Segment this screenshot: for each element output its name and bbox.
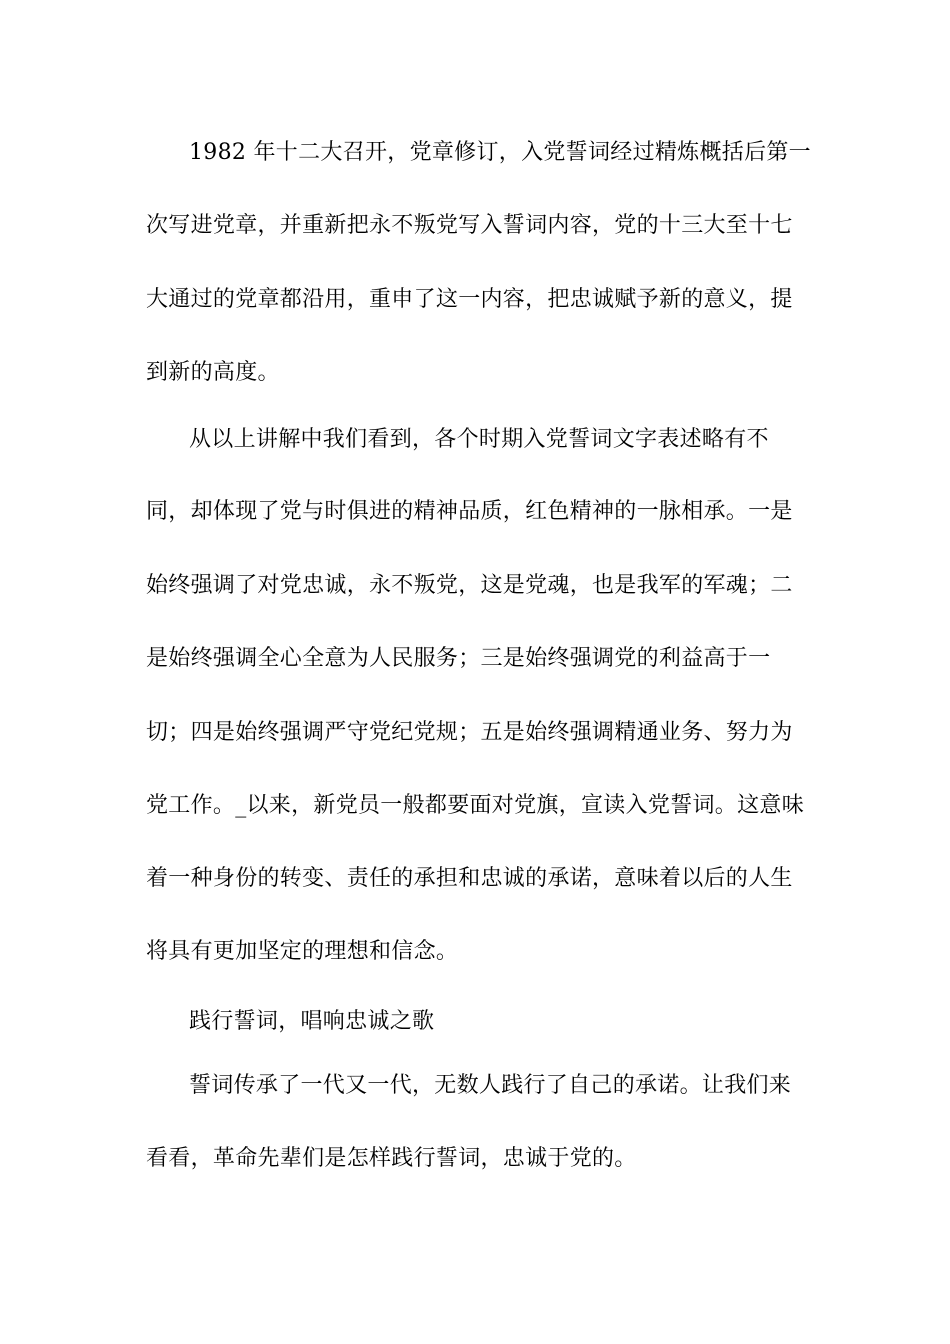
section-heading: 践行誓词，唱响忠诚之歌: [189, 1009, 435, 1034]
paragraph-line: 切；四是始终强调严守党纪党规；五是始终强调精通业务、努力为: [146, 720, 793, 745]
paragraph-line: 大通过的党章都沿用，重申了这一内容，把忠诚赋予新的意义，提: [146, 287, 793, 312]
paragraph-line: 始终强调了对党忠诚，永不叛党，这是党魂，也是我军的军魂；二: [146, 573, 793, 598]
paragraph-line: 同，却体现了党与时俱进的精神品质，红色精神的一脉相承。一是: [146, 499, 793, 524]
paragraph-line: 1982 年十二大召开，党章修订，入党誓词经过精炼概括后第一: [189, 140, 811, 165]
paragraph-line: 将具有更加坚定的理想和信念。: [146, 939, 459, 964]
paragraph-line: 誓词传承了一代又一代，无数人践行了自己的承诺。让我们来: [189, 1073, 792, 1098]
paragraph-line: 看看，革命先辈们是怎样践行誓词，忠诚于党的。: [146, 1146, 637, 1171]
paragraph-line: 从以上讲解中我们看到，各个时期入党誓词文字表述略有不: [189, 427, 769, 452]
paragraph-line: 党工作。_以来，新党员一般都要面对党旗，宣读入党誓词。这意味: [146, 793, 805, 818]
paragraph-line: 是始终强调全心全意为人民服务；三是始终强调党的利益高于一: [146, 646, 771, 671]
paragraph-line: 着一种身份的转变、责任的承担和忠诚的承诺，意味着以后的人生: [146, 866, 793, 891]
paragraph-line: 到新的高度。: [146, 360, 280, 385]
paragraph-line: 次写进党章，并重新把永不叛党写入誓词内容，党的十三大至十七: [146, 213, 793, 238]
